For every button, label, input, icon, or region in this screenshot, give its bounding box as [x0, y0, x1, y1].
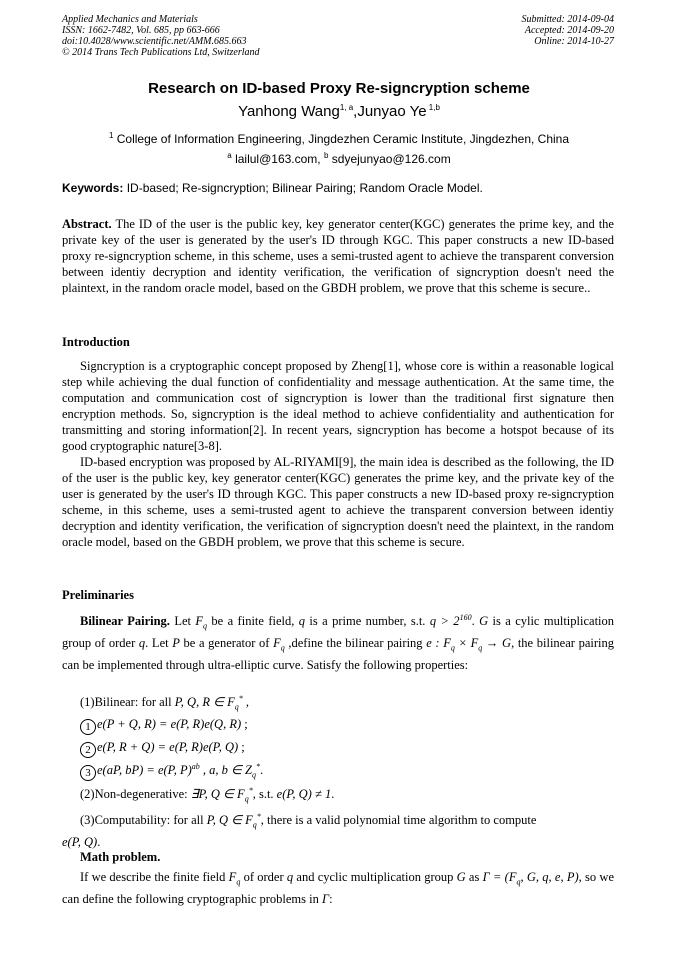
dates-info — [522, 14, 615, 47]
formula-q-bound: $q > 2^{160}$ — [429, 612, 472, 628]
affiliation-text: College of Information Engineering, Jingdezhen Ceramic Institute, Jingdezhen, China — [113, 132, 570, 146]
formula-bilinear-2: e(P, R + Q) = e(P, R)e(P, Q) — [97, 740, 239, 754]
formula-fq: $F_q$ — [228, 870, 241, 887]
bp-text: . Let — [145, 636, 173, 650]
doi: doi:10.4028/www.scientific.net/AMM.685.663 — [62, 36, 247, 47]
abstract — [62, 216, 614, 296]
formula-g: G — [479, 614, 489, 628]
bp-text: , the bilinear pairing can be implemented through ultra-elliptic curve. Satisfy the following properties: — [62, 636, 614, 672]
email-b-marker: b — [323, 151, 329, 160]
bp-text: ,define the bilinear pairing — [284, 636, 427, 650]
email-a: lailul@163.com, — [231, 152, 324, 166]
circled-number: 2 — [80, 742, 96, 758]
formula-pq: P, Q ∈ $F_q^*$ — [206, 811, 261, 830]
formula-gamma: $\Gamma = (F_q$, G, q, e, P) — [482, 870, 579, 887]
mp-text: of order — [240, 870, 287, 884]
prop-text: (1)Bilinear: for all — [80, 695, 175, 709]
formula-bilinear-1: e(P + Q, R) = e(P, R)e(Q, R) — [97, 717, 242, 731]
email-b: sdyejunyao@126.com — [328, 152, 451, 166]
formula-nonzero: e(P, Q) ≠ 1 — [276, 787, 332, 801]
formula-epq: e(P, Q) — [62, 835, 98, 849]
property-bilinear-3: 3 e(aP, bP) = e(P, P)$^{ab}$ , a, b ∈ $Z_q^*$. — [80, 762, 263, 781]
bp-text: be a finite field, — [207, 614, 299, 628]
property-bilinear-2: 2 e(P, R + Q) = e(P, R)e(P, Q) ; — [80, 739, 245, 758]
keywords-text: ID-based; Re-signcryption; Bilinear Pairing; Random Oracle Model. — [123, 181, 483, 195]
bp-text: . — [471, 614, 480, 628]
formula-pairing-map: e : $F_q \times F_q \to G$ — [426, 636, 512, 653]
formula-q: q — [286, 870, 294, 884]
mp-text: If we describe the finite field — [80, 870, 229, 884]
keywords — [62, 181, 618, 195]
formula-p: P — [172, 636, 180, 650]
affiliation — [0, 132, 678, 146]
property-bilinear-1: 1 e(P + Q, R) = e(P, R)e(Q, R) ; — [80, 716, 248, 735]
emails — [0, 152, 678, 166]
issn: ISSN: 1662-7482, Vol. 685, pp 663-666 — [62, 25, 220, 36]
affiliation-marker: 1 — [108, 131, 114, 140]
author-2-affil: 1,b — [426, 103, 440, 112]
online-date: Online: 2014-10-27 — [534, 36, 614, 47]
introduction-heading: Introduction — [62, 335, 130, 349]
bp-text: Let — [169, 614, 196, 628]
abstract-text: The ID of the user is the public key, key generator center(KGC) generates the prime key, and the private key of the user is generated by the user's ID through KGC. This paper constructs a new ID-based proxy re-signcryption scheme, in this scheme, uses a semi-trusted agent to achieve the transparent conversion between identiy decryption and identity verification, the verification of signcryption doesn't need the plaintext, in the random oracle model, based on the GBDH problem, we prove that this scheme is secure.. — [62, 217, 614, 295]
mp-text: as — [465, 870, 483, 884]
circled-number: 3 — [80, 765, 96, 781]
property-computability: (3)Computability: for all P, Q ∈ $F_q^*$, there is a valid polynomial time algorithm to compute e(P, Q). — [62, 811, 537, 849]
formula-exists-pq: ∃P, Q ∈ $F_q^*$ — [190, 785, 253, 804]
journal-name: Applied Mechanics and Materials — [62, 14, 198, 25]
math-problem-paragraph: If we describe the finite field $F_q$ of order q and cyclic multiplication group G as $\Gamma = (F_q$, G, q, e, P), so we can define the following cryptographic problems in Γ: — [62, 870, 614, 906]
formula-q: q — [138, 636, 146, 650]
email-a-marker: a — [227, 151, 232, 160]
bp-text: is a cylic multiplication group of order — [62, 614, 615, 650]
copyright: © 2014 Trans Tech Publications Ltd, Switzerland — [62, 47, 260, 58]
formula-fq: $F_q$ — [195, 614, 208, 631]
submitted-date: Submitted: 2014-09-04 — [521, 14, 614, 25]
formula-bilinear-3: e(aP, bP) = e(P, P)$^{ab}$ , a, b ∈ $Z_q^*$ — [97, 761, 260, 780]
bilinear-pairing-label: Bilinear Pairing. — [80, 614, 170, 628]
formula-fq: $F_q$ — [273, 636, 285, 653]
paper-title: Research on ID-based Proxy Re-signcryption scheme — [148, 80, 530, 97]
intro-paragraph-2: ID-based encryption was proposed by AL-RIYAMI[9], the main idea is described as the following, the ID of the user is the public key, key generator center(KGC) generates the prime key, and the private key of the user is generated by the user's ID through KGC. This paper constructs a new ID-based proxy re-signcryption scheme, in this scheme, uses a semi-trusted agent to achieve the transparent conversion between identiy decryption and identity verification, the verification of signcryption doesn't need the plaintext, in the random oracle model, based on the GBDH problem, we prove that this scheme is secure. — [62, 455, 614, 549]
prop-text: , s.t. — [252, 787, 277, 801]
formula-gamma-symbol: Γ — [322, 892, 330, 906]
bp-text: is a prime number, s.t. — [305, 614, 430, 628]
keywords-label: Keywords: — [62, 181, 124, 195]
introduction-body — [62, 358, 614, 550]
author-1-affil: 1, a — [339, 103, 354, 112]
property-bilinear — [80, 694, 249, 710]
prop-text: (2)Non-degenerative: — [80, 787, 191, 801]
journal-info — [62, 14, 260, 58]
formula-g: G — [456, 870, 466, 884]
abstract-label: Abstract. — [62, 217, 112, 231]
mp-text: and cyclic multiplication group — [293, 870, 457, 884]
bilinear-pairing-paragraph — [62, 610, 614, 676]
author-2: ,Junyao Ye — [353, 103, 427, 120]
formula-q: q — [298, 614, 306, 628]
preliminaries-heading: Preliminaries — [62, 588, 134, 602]
formula-pqr: P, Q, R ∈ $F_q^*$ , — [174, 693, 249, 712]
author-1: Yanhong Wang — [238, 103, 340, 120]
authors — [0, 103, 678, 120]
bp-text: be a generator of — [179, 636, 274, 650]
accepted-date: Accepted: 2014-09-20 — [524, 25, 614, 36]
prop-text: , there is a valid polynomial time algorithm to compute — [260, 813, 537, 827]
prop-text: (3)Computability: for all — [80, 813, 207, 827]
math-problem-heading: Math problem. — [80, 850, 161, 864]
circled-number: 1 — [80, 719, 96, 735]
mp-text: , so we can define the following cryptographic problems in — [62, 870, 614, 906]
property-non-degenerative: (2)Non-degenerative: ∃P, Q ∈ $F_q^*$, s.t. e(P, Q) ≠ 1. — [80, 785, 335, 804]
intro-paragraph-1: Signcryption is a cryptographic concept proposed by Zheng[1], whose core is within a reasonable logical step while achieving the dual function of confidentiality and message authentication. At the same time, the computation and communication cost of signcryption is lower than the traditional first signature then encryption methods. So, signcryption is the ideal method to achieve confidentiality and authentication for transmitting and storing information[2]. In recent years, signcryption has become a hotspot because of its good cryptographic nature[3-8]. — [62, 359, 614, 453]
